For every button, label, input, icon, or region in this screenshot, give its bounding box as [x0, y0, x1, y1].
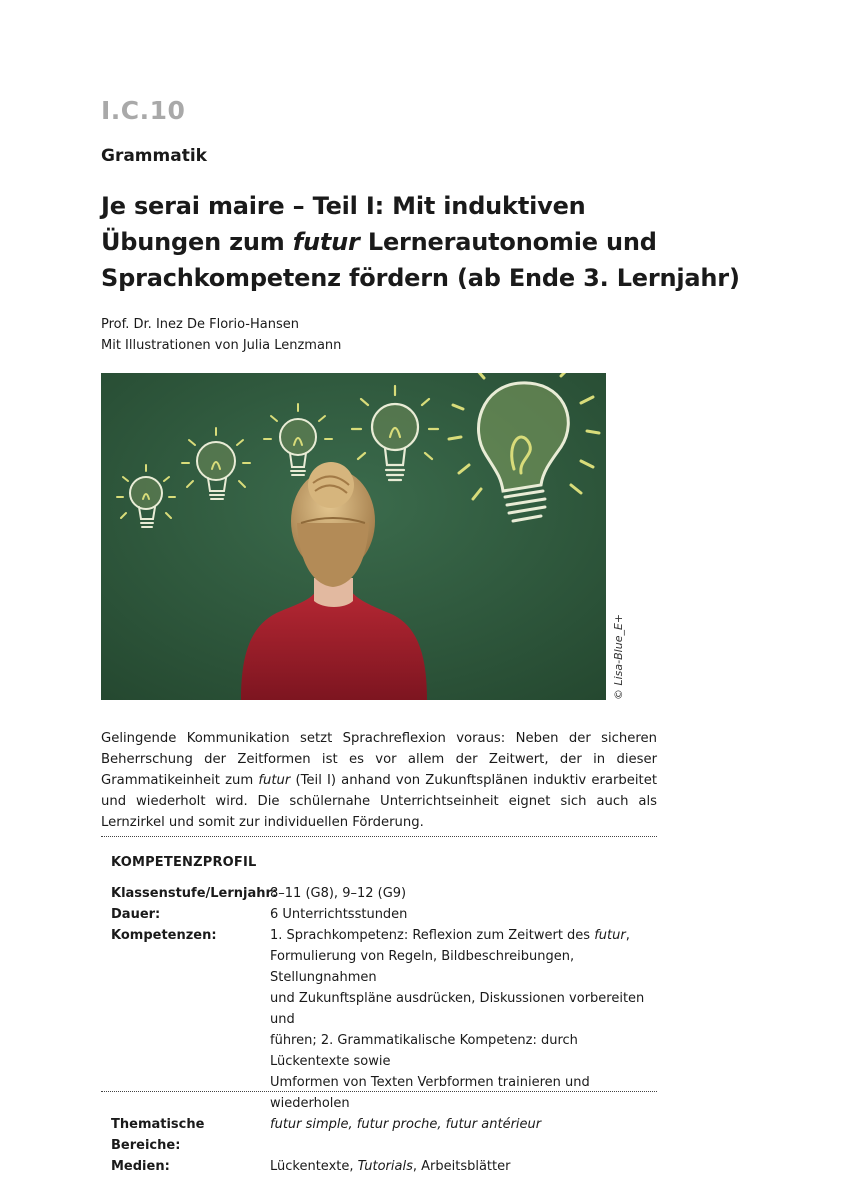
- title-italic-word: futur: [292, 228, 360, 256]
- kompetenzprofil-heading: KOMPETENZPROFIL: [111, 855, 257, 870]
- kp-text: 1. Sprachkompetenz: Reflexion zum Zeitwert des: [270, 928, 595, 943]
- kp-label: Thematische Bereiche:: [111, 1117, 205, 1153]
- kp-italic: futur simple, futur proche, futur antérieur: [270, 1117, 542, 1132]
- title-line-3: Sprachkompetenz fördern (ab Ende 3. Lernjahr): [101, 264, 740, 292]
- kp-label: Klassenstufe/Lernjahr:: [111, 886, 278, 901]
- kp-label: Kompetenzen:: [111, 928, 217, 943]
- unit-code: I.C.10: [101, 96, 186, 125]
- dotted-divider-bottom: [101, 1091, 657, 1092]
- kp-text: Lückentexte,: [270, 1159, 358, 1174]
- kp-value: [270, 1114, 651, 1156]
- chalkboard-illustration: [101, 373, 606, 700]
- kp-value-line: [270, 925, 651, 946]
- kompetenzprofil-table: [111, 883, 651, 1177]
- page-title: [101, 188, 740, 296]
- intro-italic-word: futur: [258, 773, 291, 788]
- title-line-2-end: Lernerautonomie und: [359, 228, 657, 256]
- kp-value: [270, 925, 651, 1114]
- kp-value-line: Umformen von Texten Verbformen trainieren und wiederholen: [270, 1075, 590, 1111]
- kp-italic: Tutorials: [357, 1159, 413, 1174]
- unit-category: Grammatik: [101, 146, 207, 166]
- dotted-divider-top: [101, 836, 657, 837]
- illustrator-credit: Mit Illustrationen von Julia Lenzmann: [101, 338, 342, 353]
- kp-value: 6 Unterrichtsstunden: [270, 907, 408, 922]
- author-block: [101, 314, 341, 356]
- kp-text: ,: [625, 928, 630, 943]
- kp-value-line: führen; 2. Grammatikalische Kompetenz: durch Lückentexte sowie: [270, 1033, 578, 1069]
- kp-text: , Arbeitsblätter: [412, 1159, 511, 1174]
- kp-value: 8–11 (G8), 9–12 (G9): [270, 886, 407, 901]
- kp-value: [270, 1156, 651, 1177]
- kp-value-line: Formulierung von Regeln, Bildbeschreibungen, Stellungnahmen: [270, 949, 575, 985]
- title-line-2: [101, 224, 701, 260]
- cover-photo: [101, 373, 606, 700]
- title-line-1: Je serai maire – Teil I: Mit induktiven: [101, 192, 586, 220]
- title-line-2-start: Übungen zum: [101, 228, 293, 256]
- kp-row-thematische-bereiche: [111, 1114, 651, 1156]
- intro-text-end: (Teil I) anhand von Zukunftsplänen induktiv erarbeitet und wiederholt wird. Die schülernahe Unterrichtseinheit eignet sich auch als Lernzirkel und somit zur individuellen Förderung.: [101, 773, 657, 830]
- kp-row-klassenstufe: [111, 883, 651, 904]
- kp-row-dauer: [111, 904, 651, 925]
- kp-row-medien: [111, 1156, 651, 1177]
- kp-value-line: und Zukunftspläne ausdrücken, Diskussionen vorbereiten und: [270, 991, 645, 1027]
- kp-label: Medien:: [111, 1159, 170, 1174]
- author-name: Prof. Dr. Inez De Florio-Hansen: [101, 317, 299, 332]
- kp-italic: futur: [594, 928, 626, 943]
- photo-credit: © Lisa-Blue_E+: [612, 613, 625, 700]
- intro-paragraph: [101, 728, 657, 833]
- kp-row-kompetenzen: [111, 925, 651, 1114]
- kp-label: Dauer:: [111, 907, 161, 922]
- intro-text-start: Gelingende Kommunikation setzt Sprachreflexion voraus: Neben der sicheren Beherrschung der Zeitformen ist es vor allem der Zeitwert, der in dieser Grammatikeinheit zum: [101, 731, 657, 788]
